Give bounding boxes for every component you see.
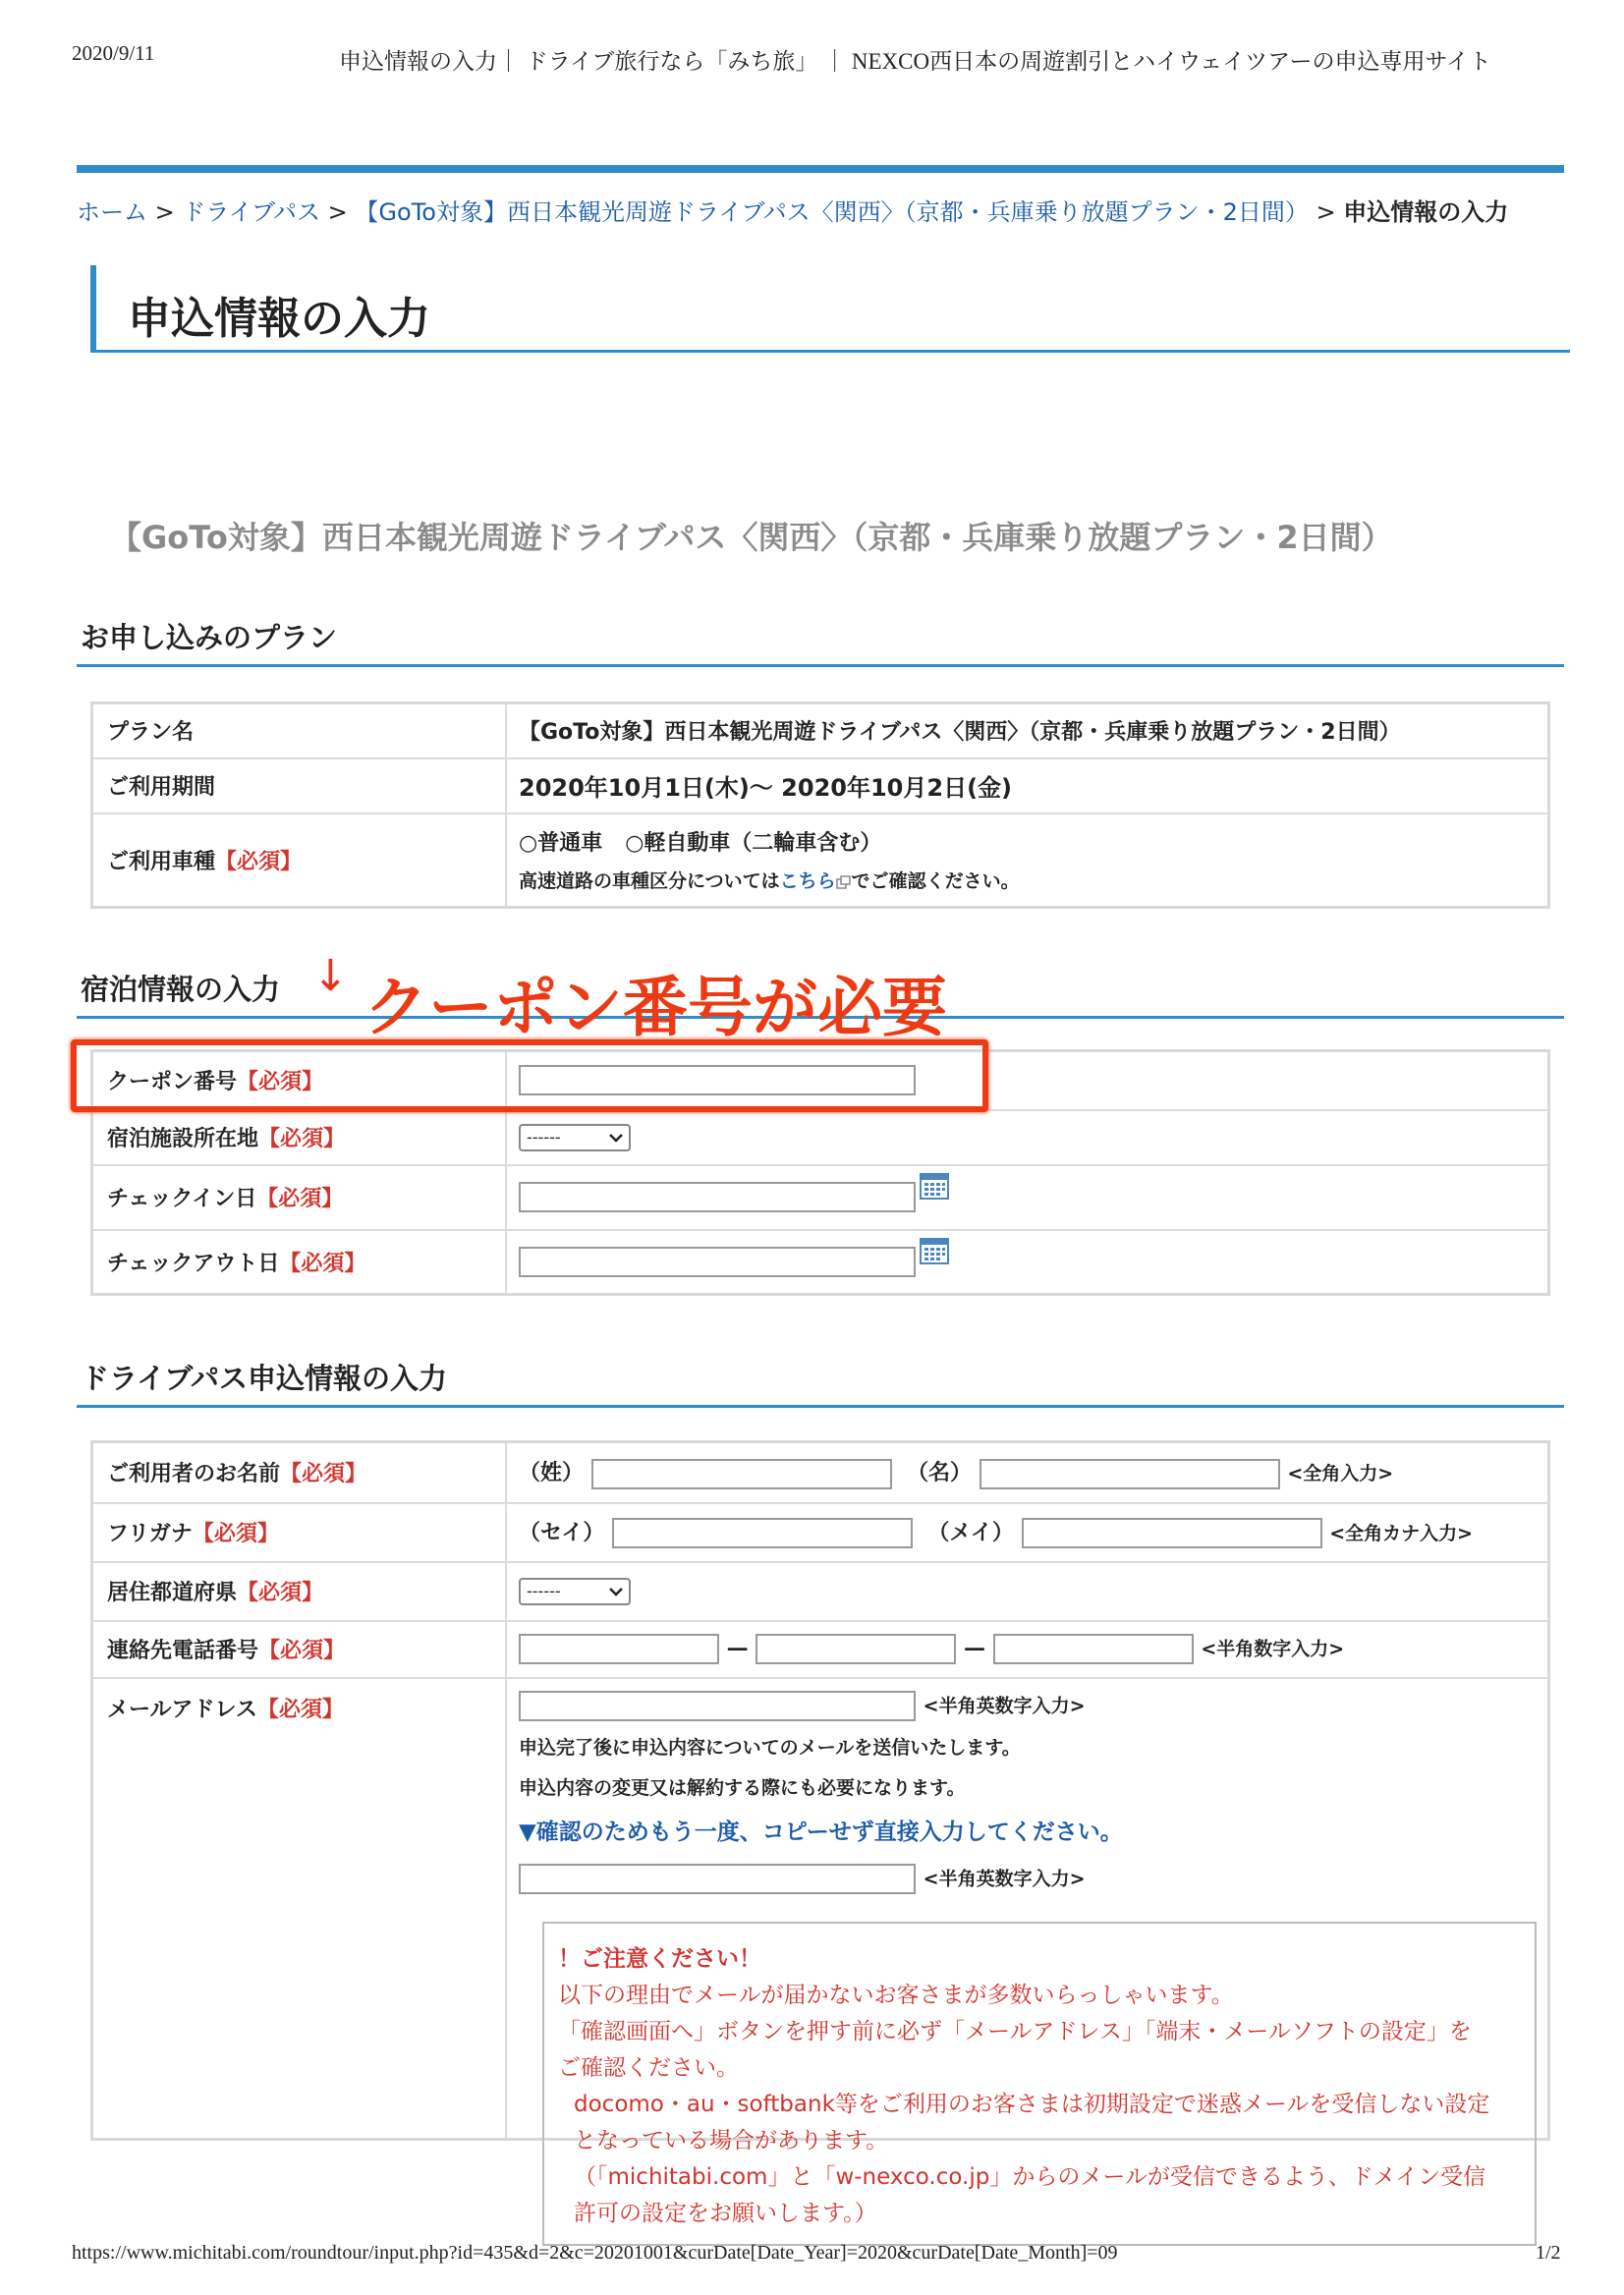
checkout-row — [92, 1230, 1549, 1295]
first-name-input[interactable] — [980, 1459, 1280, 1489]
external-link-icon — [836, 875, 852, 889]
first-kana-label: （メイ） — [927, 1520, 1014, 1545]
annotation-text: クーポン番号が必要 — [364, 970, 947, 1045]
vehicle-row — [92, 813, 1549, 908]
print-title: 申込情報の入力｜ ドライブ旅行なら「みち旅」 ｜ NEXCO西日本の周遊割引とハイウェイツアーの申込専用サイト — [339, 49, 1491, 74]
phone-separator: — — [726, 1636, 749, 1661]
kana-row — [92, 1503, 1549, 1562]
kana-label-cell — [92, 1503, 507, 1562]
calendar-icon[interactable] — [920, 1235, 949, 1264]
plan-heading: 【GoTo対象】西日本観光周遊ドライブパス〈関西〉（京都・兵庫乗り放題プラン・2日間） — [110, 519, 1393, 556]
name-label-cell — [92, 1442, 507, 1503]
prefecture-select[interactable] — [519, 1578, 631, 1605]
email-label-cell — [92, 1678, 507, 2140]
last-name-label: （姓） — [519, 1461, 585, 1485]
location-select[interactable] — [519, 1124, 631, 1151]
location-row — [92, 1110, 1549, 1165]
phone-row — [92, 1621, 1549, 1678]
last-kana-input[interactable] — [612, 1518, 913, 1548]
plan-name-row — [92, 703, 1549, 758]
phone-hint: <半角数字入力> — [1201, 1638, 1345, 1660]
vehicle-radio-kei[interactable]: ○軽自動車（二輪車含む） — [625, 831, 882, 857]
stay-section-title: 宿泊情報の入力 — [81, 973, 281, 1006]
plan-section-heading — [77, 609, 1564, 667]
coupon-label: クーポン番号 — [107, 1070, 238, 1095]
plan-name-value: 【GoTo対象】西日本観光周遊ドライブパス〈関西〉（京都・兵庫乗り放題プラン・2日間） — [519, 720, 1401, 746]
pref-value-cell — [506, 1562, 1549, 1621]
name-hint: <全角入力> — [1287, 1463, 1394, 1484]
email-note-2: 申込内容の変更又は解約する際にも必要になります。 — [519, 1776, 966, 1799]
pref-label-cell — [92, 1562, 507, 1621]
vehicle-value-cell — [506, 813, 1549, 908]
calendar-icon[interactable] — [920, 1170, 949, 1200]
kana-hint: <全角カナ入力> — [1329, 1522, 1474, 1544]
plan-table — [90, 701, 1550, 909]
location-label-cell — [92, 1110, 507, 1165]
notice-line-3: ご確認ください。 — [558, 2055, 739, 2081]
breadcrumb-separator: > — [327, 198, 348, 226]
required-mark: 【必須】 — [237, 1581, 324, 1605]
breadcrumb-current: 申込情報の入力 — [1343, 198, 1509, 226]
pref-label: 居住都道府県 — [107, 1581, 238, 1605]
page-title-box — [90, 265, 1570, 353]
name-row — [92, 1442, 1549, 1503]
vehicle-label: ご利用車種 — [107, 849, 216, 874]
prefecture-select-value: ------ — [527, 1582, 561, 1600]
email-confirm-input[interactable] — [519, 1864, 916, 1894]
breadcrumb-plan-link[interactable]: 【GoTo対象】西日本観光周遊ドライブパス〈関西〉（京都・兵庫乗り放題プラン・2日間） — [355, 198, 1309, 226]
plan-name-label: プラン名 — [92, 703, 507, 758]
email-note-1: 申込完了後に申込内容についてのメールを送信いたします。 — [519, 1736, 1021, 1759]
print-page-number: 1/2 — [1536, 2242, 1561, 2264]
email-label: メールアドレス — [107, 1697, 257, 1722]
required-mark: 【必須】 — [256, 1187, 344, 1211]
phone-label-cell — [92, 1621, 507, 1678]
period-label: ご利用期間 — [92, 758, 507, 813]
phone-label: 連絡先電話番号 — [107, 1639, 259, 1663]
breadcrumb — [77, 193, 1508, 227]
print-date: 2020/9/11 — [72, 41, 155, 65]
notice-line-1: 以下の理由でメールが届かないお客さまが多数いらっしゃいます。 — [558, 1983, 1234, 2008]
checkin-input[interactable] — [519, 1182, 916, 1212]
vehicle-option-normal-label: 普通車 — [537, 831, 603, 857]
location-select-value: ------ — [527, 1128, 561, 1147]
breadcrumb-home-link[interactable]: ホーム — [77, 198, 147, 226]
pass-section-title: ドライブパス申込情報の入力 — [81, 1362, 447, 1395]
required-mark: 【必須】 — [192, 1522, 279, 1546]
checkout-label: チェックアウト日 — [107, 1251, 280, 1276]
vehicle-note — [519, 867, 1546, 893]
chevron-down-icon — [609, 1587, 623, 1596]
notice-line-2: 「確認画面へ」ボタンを押す前に必ず「メールアドレス」「端末・メールソフトの設定」を — [558, 2019, 1472, 2044]
period-value: 2020年10月1日(木)〜 2020年10月2日(金) — [506, 758, 1549, 813]
email-hint: <半角英数字入力> — [923, 1695, 1086, 1716]
name-label: ご利用者のお名前 — [107, 1462, 281, 1487]
checkin-label-cell — [92, 1165, 507, 1230]
annotation-arrow: ↓ — [312, 951, 349, 1001]
location-value-cell — [506, 1110, 1549, 1165]
annotation-highlight-box — [71, 1039, 988, 1112]
pass-section-heading — [77, 1350, 1564, 1408]
checkout-value-cell — [506, 1230, 1549, 1295]
required-mark: 【必須】 — [237, 1070, 324, 1095]
phone-separator: — — [964, 1636, 986, 1661]
checkout-label-cell — [92, 1230, 507, 1295]
email-input[interactable] — [519, 1691, 916, 1721]
notice-line-5: となっている場合があります。 — [574, 2128, 889, 2154]
breadcrumb-drive-pass-link[interactable]: ドライブパス — [182, 198, 321, 226]
notice-line-6: （「michitabi.com」と「w-nexco.co.jp」からのメールが受信できるよう、ドメイン受信 — [574, 2164, 1486, 2190]
kana-label: フリガナ — [107, 1522, 193, 1546]
phone-input-3[interactable] — [993, 1634, 1194, 1664]
checkin-value-cell — [506, 1165, 1549, 1230]
vehicle-note-after: でご確認ください。 — [851, 870, 1020, 893]
location-label: 宿泊施設所在地 — [107, 1127, 259, 1151]
required-mark: 【必須】 — [258, 1127, 346, 1151]
checkout-input[interactable] — [519, 1247, 916, 1277]
phone-input-2[interactable] — [756, 1634, 956, 1664]
vehicle-note-link[interactable]: こちら — [779, 870, 836, 893]
checkin-row — [92, 1165, 1549, 1230]
page-title: 申込情報の入力 — [128, 294, 430, 344]
pref-row — [92, 1562, 1549, 1621]
vehicle-option-kei-label: 軽自動車（二輪車含む） — [644, 831, 882, 857]
last-name-input[interactable] — [591, 1459, 892, 1489]
required-mark: 【必須】 — [256, 1697, 344, 1722]
vehicle-note-before: 高速道路の車種区分については — [519, 870, 780, 893]
email-confirm-hint: <半角英数字入力> — [923, 1868, 1086, 1889]
vehicle-label-cell — [92, 813, 507, 908]
print-url: https://www.michitabi.com/roundtour/input.php?id=435&d=2&c=20201001&curDate[Date_Year]=2020&curDate[Date_Month]=09 — [72, 2242, 1118, 2264]
email-confirm-note: ▼確認のためもう一度、コピーせず直接入力してください。 — [519, 1819, 1123, 1845]
checkin-label: チェックイン日 — [107, 1187, 257, 1211]
name-value-cell — [506, 1442, 1549, 1503]
email-notice-box — [542, 1922, 1537, 2246]
vehicle-radio-normal[interactable]: ○普通車 — [519, 831, 603, 857]
kana-value-cell — [506, 1503, 1549, 1562]
chevron-down-icon — [609, 1133, 623, 1143]
first-name-label: （名） — [907, 1461, 973, 1485]
breadcrumb-separator: > — [1316, 198, 1336, 226]
period-row — [92, 758, 1549, 813]
breadcrumb-separator: > — [154, 198, 175, 226]
first-kana-input[interactable] — [1022, 1518, 1322, 1548]
notice-line-4: docomo・au・softbank等をご利用のお客さまは初期設定で迷惑メールを受信しない設定 — [574, 2092, 1490, 2117]
top-accent-bar — [77, 165, 1564, 173]
phone-input-1[interactable] — [519, 1634, 719, 1664]
required-mark: 【必須】 — [215, 849, 303, 874]
notice-title: ！ご注意ください！ — [558, 1946, 761, 1972]
vehicle-options — [519, 826, 1546, 857]
last-kana-label: （セイ） — [519, 1520, 605, 1545]
required-mark: 【必須】 — [280, 1462, 367, 1487]
phone-value-cell — [506, 1621, 1549, 1678]
notice-line-7: 許可の設定をお願いします。） — [574, 2201, 877, 2226]
required-mark: 【必須】 — [279, 1251, 366, 1276]
required-mark: 【必須】 — [258, 1639, 346, 1663]
plan-section-title: お申し込みのプラン — [81, 621, 338, 654]
